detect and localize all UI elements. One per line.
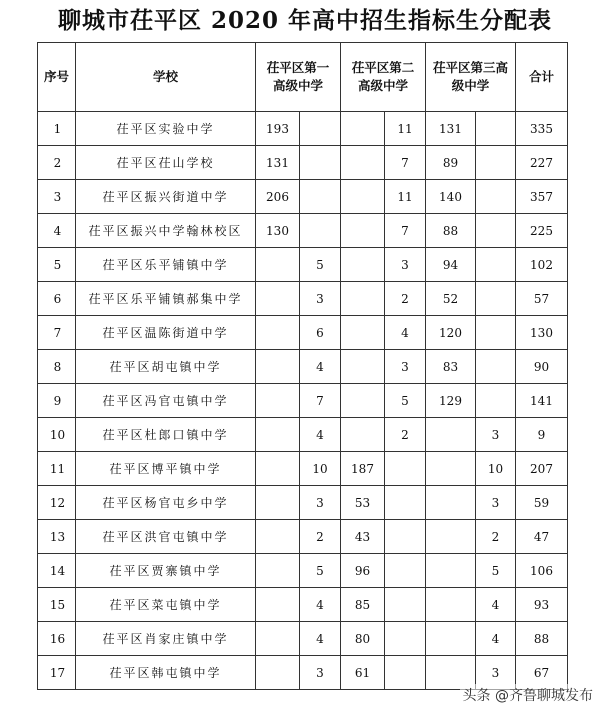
- header-school: 学校: [76, 43, 256, 112]
- cell-quota: [385, 622, 426, 656]
- table-row: [38, 418, 568, 452]
- cell-quota: 2: [300, 520, 341, 554]
- table-row: [38, 214, 568, 248]
- cell-quota: 206: [256, 180, 300, 214]
- cell-quota: [256, 418, 300, 452]
- cell-quota: [426, 452, 476, 486]
- cell-seq: 13: [38, 520, 76, 554]
- cell-seq: 5: [38, 248, 76, 282]
- cell-quota: 5: [300, 248, 341, 282]
- table-row: [38, 520, 568, 554]
- cell-school: 茌平区韩屯镇中学: [76, 656, 256, 690]
- cell-total: 67: [516, 656, 568, 690]
- cell-quota: 53: [341, 486, 385, 520]
- cell-quota: 140: [426, 180, 476, 214]
- cell-total: 207: [516, 452, 568, 486]
- cell-school: 茌平区胡屯镇中学: [76, 350, 256, 384]
- cell-total: 357: [516, 180, 568, 214]
- table-row: [38, 146, 568, 180]
- cell-quota: [256, 316, 300, 350]
- cell-school: 茌平区乐平铺镇中学: [76, 248, 256, 282]
- cell-seq: 11: [38, 452, 76, 486]
- cell-seq: 6: [38, 282, 76, 316]
- cell-quota: 129: [426, 384, 476, 418]
- cell-quota: [341, 418, 385, 452]
- cell-quota: [476, 112, 516, 146]
- cell-quota: 3: [300, 282, 341, 316]
- cell-quota: [476, 248, 516, 282]
- cell-quota: [426, 520, 476, 554]
- cell-quota: [476, 214, 516, 248]
- cell-quota: [256, 384, 300, 418]
- cell-quota: [341, 316, 385, 350]
- table-row: [38, 316, 568, 350]
- header-total: 合计: [516, 43, 568, 112]
- cell-quota: [476, 146, 516, 180]
- cell-total: 227: [516, 146, 568, 180]
- cell-school: 茌平区杨官屯乡中学: [76, 486, 256, 520]
- cell-seq: 16: [38, 622, 76, 656]
- table-row: [38, 554, 568, 588]
- cell-quota: 3: [385, 350, 426, 384]
- table-row: [38, 180, 568, 214]
- cell-quota: 89: [426, 146, 476, 180]
- cell-quota: [426, 588, 476, 622]
- cell-quota: 2: [476, 520, 516, 554]
- cell-quota: [256, 622, 300, 656]
- cell-quota: [256, 656, 300, 690]
- cell-quota: [385, 656, 426, 690]
- cell-quota: 130: [256, 214, 300, 248]
- cell-seq: 4: [38, 214, 76, 248]
- cell-quota: [256, 554, 300, 588]
- cell-seq: 10: [38, 418, 76, 452]
- cell-quota: [341, 180, 385, 214]
- cell-quota: 11: [385, 112, 426, 146]
- cell-quota: 2: [385, 418, 426, 452]
- table-row: [38, 350, 568, 384]
- cell-seq: 14: [38, 554, 76, 588]
- cell-quota: 4: [300, 588, 341, 622]
- cell-school: 茌平区冯官屯镇中学: [76, 384, 256, 418]
- source-watermark: 头条 @齐鲁聊城发布: [460, 684, 596, 706]
- cell-quota: [256, 452, 300, 486]
- cell-quota: 11: [385, 180, 426, 214]
- cell-school: 茌平区贾寨镇中学: [76, 554, 256, 588]
- cell-quota: [300, 214, 341, 248]
- cell-quota: 7: [385, 146, 426, 180]
- cell-total: 225: [516, 214, 568, 248]
- cell-quota: 3: [476, 656, 516, 690]
- cell-quota: 3: [476, 418, 516, 452]
- cell-quota: 7: [300, 384, 341, 418]
- cell-quota: 4: [476, 622, 516, 656]
- cell-quota: 131: [426, 112, 476, 146]
- cell-school: 茌平区杜郎口镇中学: [76, 418, 256, 452]
- cell-school: 茌平区乐平铺镇郝集中学: [76, 282, 256, 316]
- cell-quota: 120: [426, 316, 476, 350]
- cell-school: 茌平区实验中学: [76, 112, 256, 146]
- cell-total: 102: [516, 248, 568, 282]
- cell-quota: [300, 112, 341, 146]
- cell-quota: 83: [426, 350, 476, 384]
- cell-school: 茌平区菜屯镇中学: [76, 588, 256, 622]
- cell-quota: 5: [385, 384, 426, 418]
- cell-quota: 10: [476, 452, 516, 486]
- cell-quota: [256, 350, 300, 384]
- cell-total: 90: [516, 350, 568, 384]
- header-third-high-school: 茌平区第三高级中学: [426, 43, 516, 112]
- cell-quota: [476, 350, 516, 384]
- cell-quota: 85: [341, 588, 385, 622]
- cell-quota: 61: [341, 656, 385, 690]
- cell-quota: [341, 282, 385, 316]
- header-seq: 序号: [38, 43, 76, 112]
- cell-seq: 15: [38, 588, 76, 622]
- cell-total: 335: [516, 112, 568, 146]
- cell-quota: [426, 622, 476, 656]
- cell-school: 茌平区洪官屯镇中学: [76, 520, 256, 554]
- table-row: [38, 622, 568, 656]
- cell-seq: 3: [38, 180, 76, 214]
- cell-seq: 12: [38, 486, 76, 520]
- cell-total: 130: [516, 316, 568, 350]
- cell-quota: [256, 588, 300, 622]
- cell-seq: 2: [38, 146, 76, 180]
- cell-quota: 88: [426, 214, 476, 248]
- cell-quota: [300, 146, 341, 180]
- cell-quota: 10: [300, 452, 341, 486]
- cell-seq: 1: [38, 112, 76, 146]
- cell-total: 57: [516, 282, 568, 316]
- cell-seq: 8: [38, 350, 76, 384]
- cell-quota: [341, 112, 385, 146]
- cell-seq: 17: [38, 656, 76, 690]
- cell-quota: 4: [476, 588, 516, 622]
- cell-quota: [300, 180, 341, 214]
- header-first-high-school: 茌平区第一高级中学: [256, 43, 341, 112]
- cell-quota: [341, 214, 385, 248]
- cell-quota: 4: [300, 350, 341, 384]
- cell-total: 47: [516, 520, 568, 554]
- cell-quota: 4: [385, 316, 426, 350]
- cell-quota: 193: [256, 112, 300, 146]
- table-header-row: [38, 43, 568, 112]
- cell-quota: [256, 248, 300, 282]
- cell-quota: 6: [300, 316, 341, 350]
- table-row: [38, 112, 568, 146]
- table-row: [38, 282, 568, 316]
- table-row: [38, 248, 568, 282]
- cell-school: 茌平区博平镇中学: [76, 452, 256, 486]
- cell-quota: [476, 384, 516, 418]
- cell-quota: [341, 350, 385, 384]
- cell-quota: [426, 418, 476, 452]
- cell-school: 茌平区振兴街道中学: [76, 180, 256, 214]
- cell-seq: 7: [38, 316, 76, 350]
- cell-quota: 3: [300, 486, 341, 520]
- cell-seq: 9: [38, 384, 76, 418]
- cell-quota: 94: [426, 248, 476, 282]
- cell-quota: 131: [256, 146, 300, 180]
- cell-quota: [341, 248, 385, 282]
- cell-quota: [256, 520, 300, 554]
- cell-quota: [341, 146, 385, 180]
- cell-quota: 52: [426, 282, 476, 316]
- cell-quota: [385, 486, 426, 520]
- allocation-table: [37, 42, 568, 690]
- cell-quota: 3: [476, 486, 516, 520]
- cell-quota: 2: [385, 282, 426, 316]
- cell-quota: 3: [300, 656, 341, 690]
- cell-quota: 4: [300, 622, 341, 656]
- cell-quota: 5: [300, 554, 341, 588]
- cell-total: 88: [516, 622, 568, 656]
- cell-school: 茌平区茌山学校: [76, 146, 256, 180]
- cell-quota: [476, 282, 516, 316]
- cell-quota: 187: [341, 452, 385, 486]
- cell-quota: 80: [341, 622, 385, 656]
- cell-quota: [385, 520, 426, 554]
- cell-quota: [385, 554, 426, 588]
- cell-quota: [256, 282, 300, 316]
- cell-total: 93: [516, 588, 568, 622]
- cell-total: 106: [516, 554, 568, 588]
- cell-total: 59: [516, 486, 568, 520]
- cell-quota: 4: [300, 418, 341, 452]
- table-row: [38, 452, 568, 486]
- cell-quota: 43: [341, 520, 385, 554]
- cell-quota: [426, 486, 476, 520]
- cell-quota: [256, 486, 300, 520]
- cell-quota: [385, 452, 426, 486]
- cell-quota: [385, 588, 426, 622]
- cell-quota: 96: [341, 554, 385, 588]
- cell-total: 9: [516, 418, 568, 452]
- cell-school: 茌平区振兴中学翰林校区: [76, 214, 256, 248]
- header-second-high-school: 茌平区第二高级中学: [341, 43, 426, 112]
- page-title: 聊城市茌平区 2020 年高中招生指标生分配表: [57, 7, 553, 34]
- table-row: [38, 588, 568, 622]
- cell-quota: [426, 554, 476, 588]
- cell-quota: [341, 384, 385, 418]
- cell-quota: [476, 316, 516, 350]
- cell-quota: 7: [385, 214, 426, 248]
- table-row: [38, 486, 568, 520]
- cell-total: 141: [516, 384, 568, 418]
- cell-quota: 3: [385, 248, 426, 282]
- cell-quota: [476, 180, 516, 214]
- table-row: [38, 384, 568, 418]
- cell-school: 茌平区温陈街道中学: [76, 316, 256, 350]
- cell-quota: 5: [476, 554, 516, 588]
- cell-school: 茌平区肖家庄镇中学: [76, 622, 256, 656]
